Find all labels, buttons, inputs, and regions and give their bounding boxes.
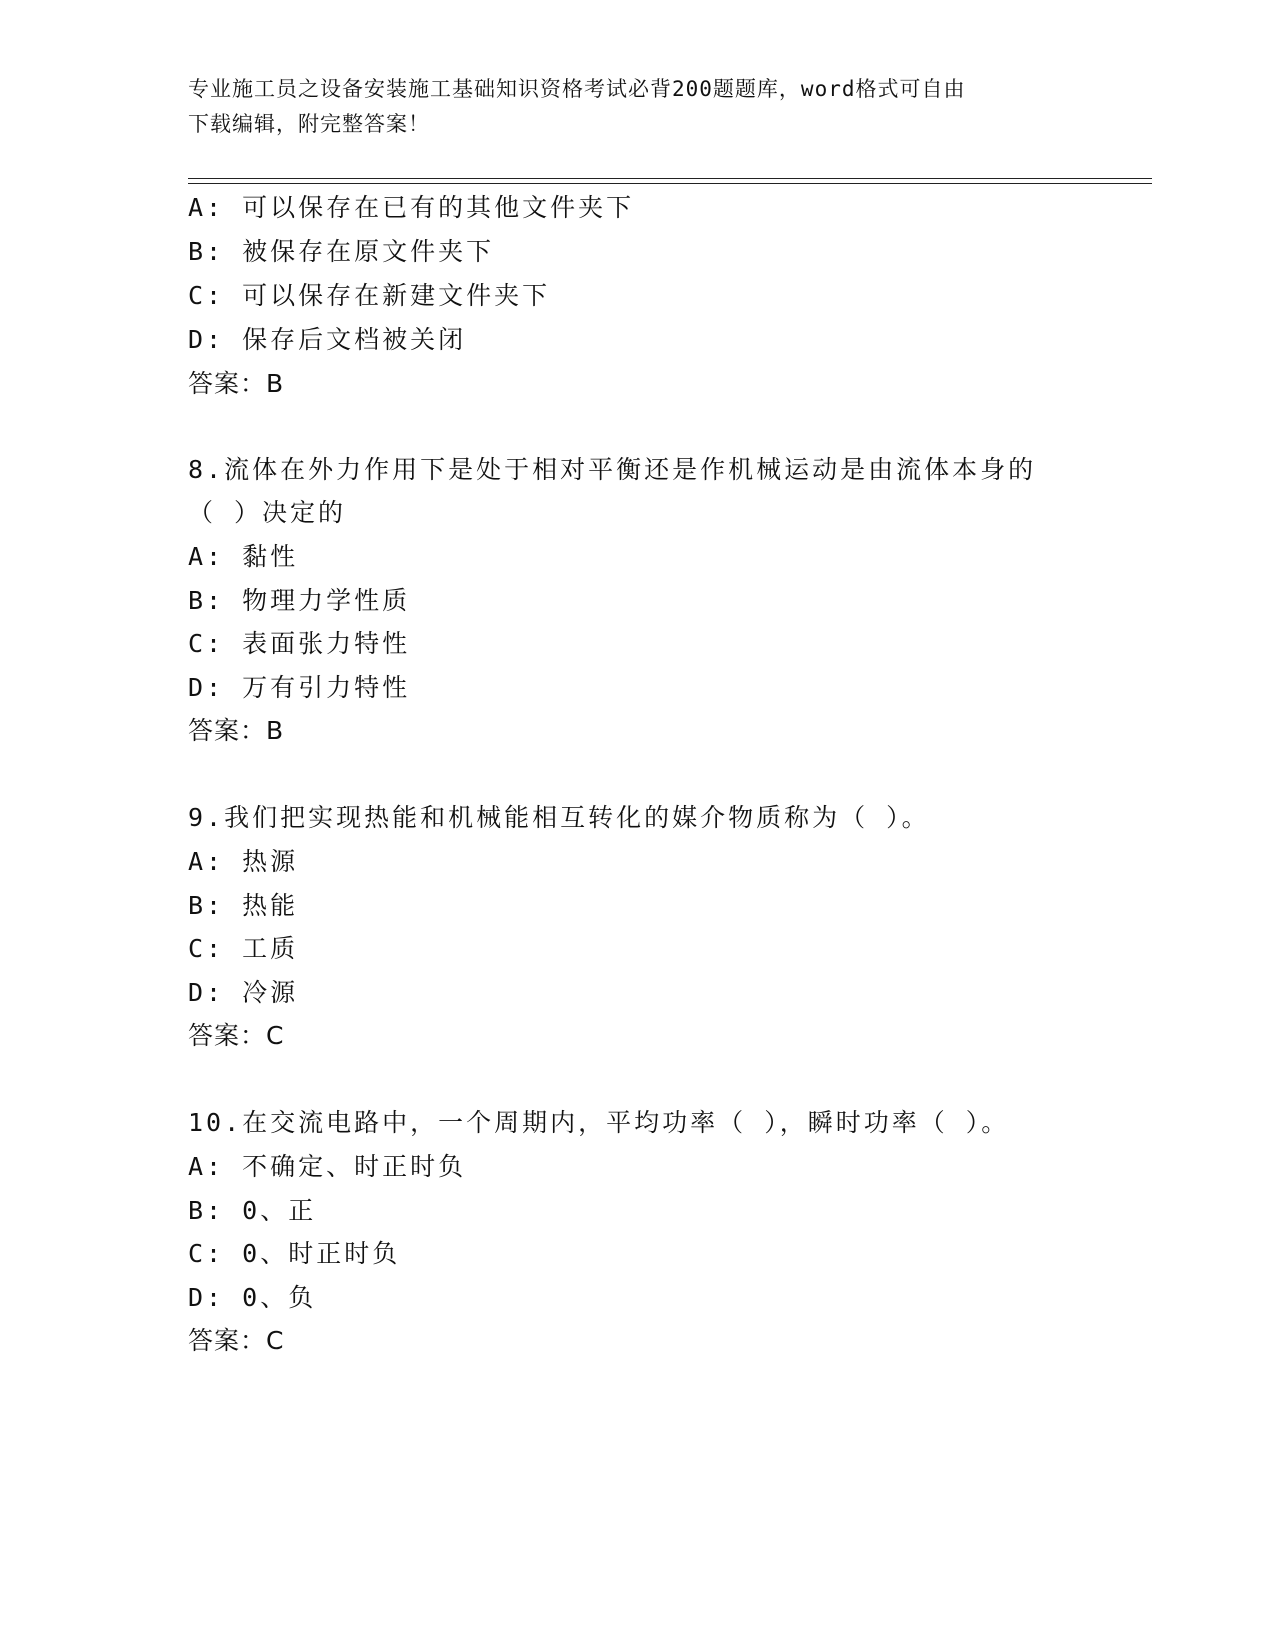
prev-option-c: C: 可以保存在新建文件夹下 [188,281,551,310]
document-header [188,72,1088,142]
question-10-option-b: B: 0、正 [188,1196,317,1225]
question-10-option-a: A: 不确定、时正时负 [188,1152,467,1181]
prev-option-d: D: 保存后文档被关闭 [188,325,467,354]
header-divider-top [188,178,1152,179]
prev-option-b: B: 被保存在原文件夹下 [188,237,495,266]
question-10-stem: 10.在交流电路中，一个周期内，平均功率（ ），瞬时功率（ ）。 [188,1108,1010,1137]
header-title-line-2: 下载编辑，附完整答案！ [188,112,430,136]
question-9-option-d: D: 冷源 [188,978,299,1007]
question-8-stem-line-2: （ ）决定的 [188,498,347,527]
question-10-option-c: C: 0、时正时负 [188,1239,401,1268]
prev-option-a: A: 可以保存在已有的其他文件夹下 [188,193,635,222]
question-9-answer: 答案：C [188,1021,285,1050]
question-9-option-c: C: 工质 [188,934,299,963]
header-divider-bottom [188,183,1152,184]
question-8-option-d: D: 万有引力特性 [188,673,411,702]
question-9-stem: 9.我们把实现热能和机械能相互转化的媒介物质称为（ ）。 [188,803,930,832]
question-10-answer: 答案：C [188,1326,285,1355]
question-9-option-a: A: 热源 [188,847,299,876]
prev-answer: 答案：B [188,369,285,398]
question-8-option-c: C: 表面张力特性 [188,629,411,658]
question-8-answer: 答案：B [188,716,285,745]
question-8-stem-line-1: 8.流体在外力作用下是处于相对平衡还是作机械运动是由流体本身的 [188,455,1037,484]
question-10-option-d: D: 0、负 [188,1283,317,1312]
question-8-option-a: A: 黏性 [188,542,299,571]
header-title-line-1: 专业施工员之设备安装施工基础知识资格考试必背200题题库，word格式可自由 [188,77,966,101]
question-8-option-b: B: 物理力学性质 [188,586,411,615]
question-9-option-b: B: 热能 [188,891,299,920]
